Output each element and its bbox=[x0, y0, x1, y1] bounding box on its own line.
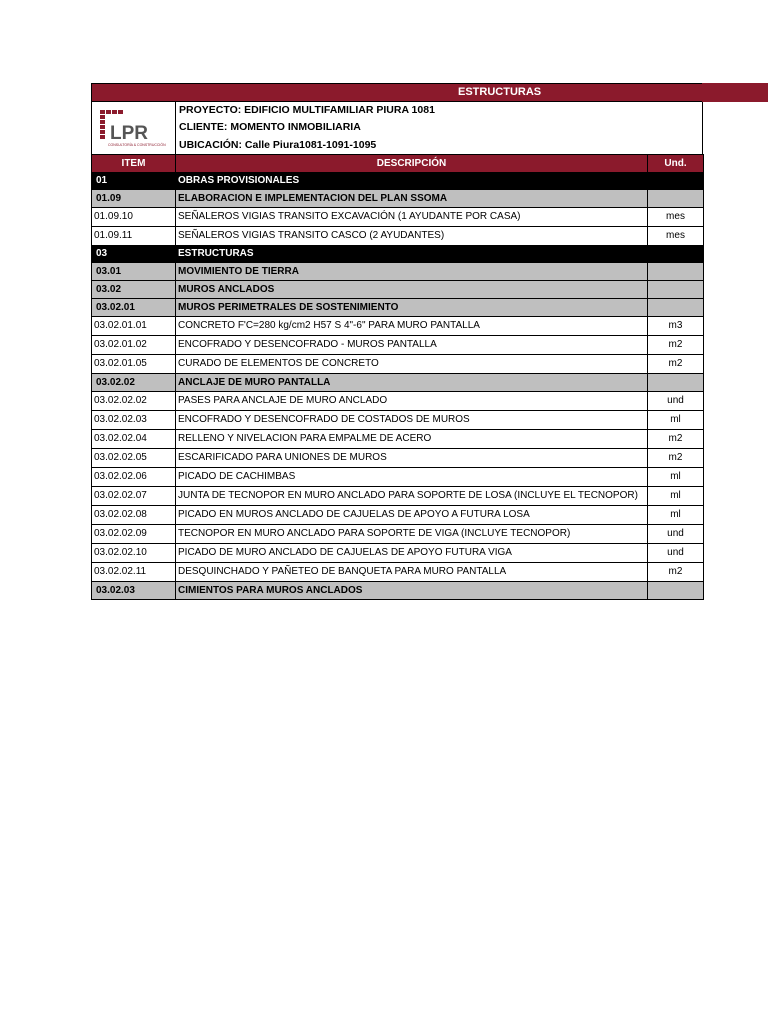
cell-und bbox=[648, 190, 704, 208]
table-row bbox=[92, 263, 704, 281]
table-row bbox=[92, 208, 704, 227]
cell-item: 03.02.01.01 bbox=[92, 317, 176, 336]
cell-item: 01.09 bbox=[92, 190, 176, 208]
cell-und: m3 bbox=[648, 317, 704, 336]
project-info bbox=[176, 102, 702, 154]
cell-und: mes bbox=[648, 208, 704, 227]
cell-und: ml bbox=[648, 506, 704, 525]
cell-descripcion: PICADO DE MURO ANCLADO DE CAJUELAS DE APOYO FUTURA VIGA bbox=[176, 544, 648, 563]
cell-und: ml bbox=[648, 411, 704, 430]
sheet-title: ESTRUCTURAS bbox=[458, 86, 542, 98]
cell-descripcion: PASES PARA ANCLAJE DE MURO ANCLADO bbox=[176, 392, 648, 411]
cell-descripcion: CONCRETO F'C=280 kg/cm2 H57 S 4"-6" PARA MURO PANTALLA bbox=[176, 317, 648, 336]
cell-item: 01 bbox=[92, 173, 176, 190]
table-row bbox=[92, 487, 704, 506]
cell-item: 03.02.01 bbox=[92, 299, 176, 317]
cell-descripcion: DESQUINCHADO Y PAÑETEO DE BANQUETA PARA MURO PANTALLA bbox=[176, 563, 648, 582]
cell-item: 03.02.02.05 bbox=[92, 449, 176, 468]
cell-item: 03.02.02.03 bbox=[92, 411, 176, 430]
cell-und: ml bbox=[648, 468, 704, 487]
cell-item: 03.02 bbox=[92, 281, 176, 299]
cell-descripcion: ANCLAJE DE MURO PANTALLA bbox=[176, 374, 648, 392]
cell-und: m2 bbox=[648, 336, 704, 355]
column-header-descripcion: DESCRIPCIÓN bbox=[176, 155, 648, 173]
cell-descripcion: PICADO DE CACHIMBAS bbox=[176, 468, 648, 487]
cell-und bbox=[648, 582, 704, 600]
cell-und: und bbox=[648, 392, 704, 411]
table-row bbox=[92, 563, 704, 582]
table-row bbox=[92, 355, 704, 374]
cell-item: 01.09.11 bbox=[92, 227, 176, 246]
cell-descripcion: RELLENO Y NIVELACION PARA EMPALME DE ACERO bbox=[176, 430, 648, 449]
column-header-item: ITEM bbox=[92, 155, 176, 173]
cell-item: 01.09.10 bbox=[92, 208, 176, 227]
cell-item: 03.02.02.08 bbox=[92, 506, 176, 525]
column-header-row bbox=[92, 155, 704, 173]
cell-item: 03.02.02.10 bbox=[92, 544, 176, 563]
cell-descripcion: ENCOFRADO Y DESENCOFRADO DE COSTADOS DE MUROS bbox=[176, 411, 648, 430]
table-row bbox=[92, 374, 704, 392]
table-row bbox=[92, 544, 704, 563]
cell-descripcion: MOVIMIENTO DE TIERRA bbox=[176, 263, 648, 281]
cell-und: mes bbox=[648, 227, 704, 246]
cell-item: 03.02.02.06 bbox=[92, 468, 176, 487]
spreadsheet bbox=[91, 83, 703, 600]
table-row bbox=[92, 281, 704, 299]
cell-und: und bbox=[648, 544, 704, 563]
cell-descripcion: MUROS ANCLADOS bbox=[176, 281, 648, 299]
table-row bbox=[92, 392, 704, 411]
cell-descripcion: ELABORACION E IMPLEMENTACION DEL PLAN SSOMA bbox=[176, 190, 648, 208]
cell-item: 03.02.02.04 bbox=[92, 430, 176, 449]
cell-und: ml bbox=[648, 487, 704, 506]
column-header-und: Und. bbox=[648, 155, 704, 173]
cell-descripcion: ESTRUCTURAS bbox=[176, 246, 648, 263]
cell-descripcion: CURADO DE ELEMENTOS DE CONCRETO bbox=[176, 355, 648, 374]
title-bar-extension bbox=[702, 83, 768, 102]
company-logo bbox=[92, 102, 176, 154]
table-row bbox=[92, 411, 704, 430]
cell-item: 03.02.02.09 bbox=[92, 525, 176, 544]
table-row bbox=[92, 317, 704, 336]
cell-descripcion: SEÑALEROS VIGIAS TRANSITO EXCAVACIÓN (1 AYUDANTE POR CASA) bbox=[176, 208, 648, 227]
cell-und: m2 bbox=[648, 430, 704, 449]
table-row bbox=[92, 173, 704, 190]
cell-und bbox=[648, 246, 704, 263]
table-row bbox=[92, 246, 704, 263]
table-row bbox=[92, 190, 704, 208]
cell-item: 03.02.01.02 bbox=[92, 336, 176, 355]
project-name: PROYECTO: EDIFICIO MULTIFAMILIAR PIURA 1081 bbox=[179, 104, 435, 116]
cell-und: m2 bbox=[648, 563, 704, 582]
cell-item: 03 bbox=[92, 246, 176, 263]
sheet-title-bar bbox=[91, 83, 703, 102]
lpr-logo-icon bbox=[92, 102, 176, 154]
cell-item: 03.02.02.02 bbox=[92, 392, 176, 411]
cell-item: 03.02.02.07 bbox=[92, 487, 176, 506]
cell-descripcion: JUNTA DE TECNOPOR EN MURO ANCLADO PARA SOPORTE DE LOSA (INCLUYE EL TECNOPOR) bbox=[176, 487, 648, 506]
project-header bbox=[91, 102, 703, 154]
cell-und: m2 bbox=[648, 449, 704, 468]
cell-und: und bbox=[648, 525, 704, 544]
cell-descripcion: MUROS PERIMETRALES DE SOSTENIMIENTO bbox=[176, 299, 648, 317]
cell-und bbox=[648, 299, 704, 317]
table-row bbox=[92, 336, 704, 355]
cell-und bbox=[648, 374, 704, 392]
table-row bbox=[92, 299, 704, 317]
logo-tagline: CONSULTORÍA & CONSTRUCCIÓN bbox=[108, 143, 166, 147]
cell-item: 03.02.03 bbox=[92, 582, 176, 600]
cell-item: 03.02.02.11 bbox=[92, 563, 176, 582]
table-row bbox=[92, 430, 704, 449]
cell-descripcion: ENCOFRADO Y DESENCOFRADO - MUROS PANTALLA bbox=[176, 336, 648, 355]
client-name: CLIENTE: MOMENTO INMOBILIARIA bbox=[179, 121, 361, 134]
cell-item: 03.02.01.05 bbox=[92, 355, 176, 374]
cell-und bbox=[648, 263, 704, 281]
table-row bbox=[92, 468, 704, 487]
logo-letters: LPR bbox=[110, 123, 148, 144]
cell-und bbox=[648, 281, 704, 299]
table-row bbox=[92, 582, 704, 600]
table-row bbox=[92, 525, 704, 544]
cell-descripcion: SEÑALEROS VIGIAS TRANSITO CASCO (2 AYUDANTES) bbox=[176, 227, 648, 246]
cell-item: 03.01 bbox=[92, 263, 176, 281]
budget-table bbox=[91, 154, 704, 600]
location: UBICACIÓN: Calle Piura1081-1091-1095 bbox=[179, 138, 377, 151]
cell-und bbox=[648, 173, 704, 190]
cell-descripcion: TECNOPOR EN MURO ANCLADO PARA SOPORTE DE VIGA (INCLUYE TECNOPOR) bbox=[176, 525, 648, 544]
cell-item: 03.02.02 bbox=[92, 374, 176, 392]
table-row bbox=[92, 506, 704, 525]
cell-descripcion: ESCARIFICADO PARA UNIONES DE MUROS bbox=[176, 449, 648, 468]
cell-und: m2 bbox=[648, 355, 704, 374]
cell-descripcion: PICADO EN MUROS ANCLADO DE CAJUELAS DE APOYO A FUTURA LOSA bbox=[176, 506, 648, 525]
table-row bbox=[92, 227, 704, 246]
cell-descripcion: CIMIENTOS PARA MUROS ANCLADOS bbox=[176, 582, 648, 600]
table-row bbox=[92, 449, 704, 468]
cell-descripcion: OBRAS PROVISIONALES bbox=[176, 173, 648, 190]
